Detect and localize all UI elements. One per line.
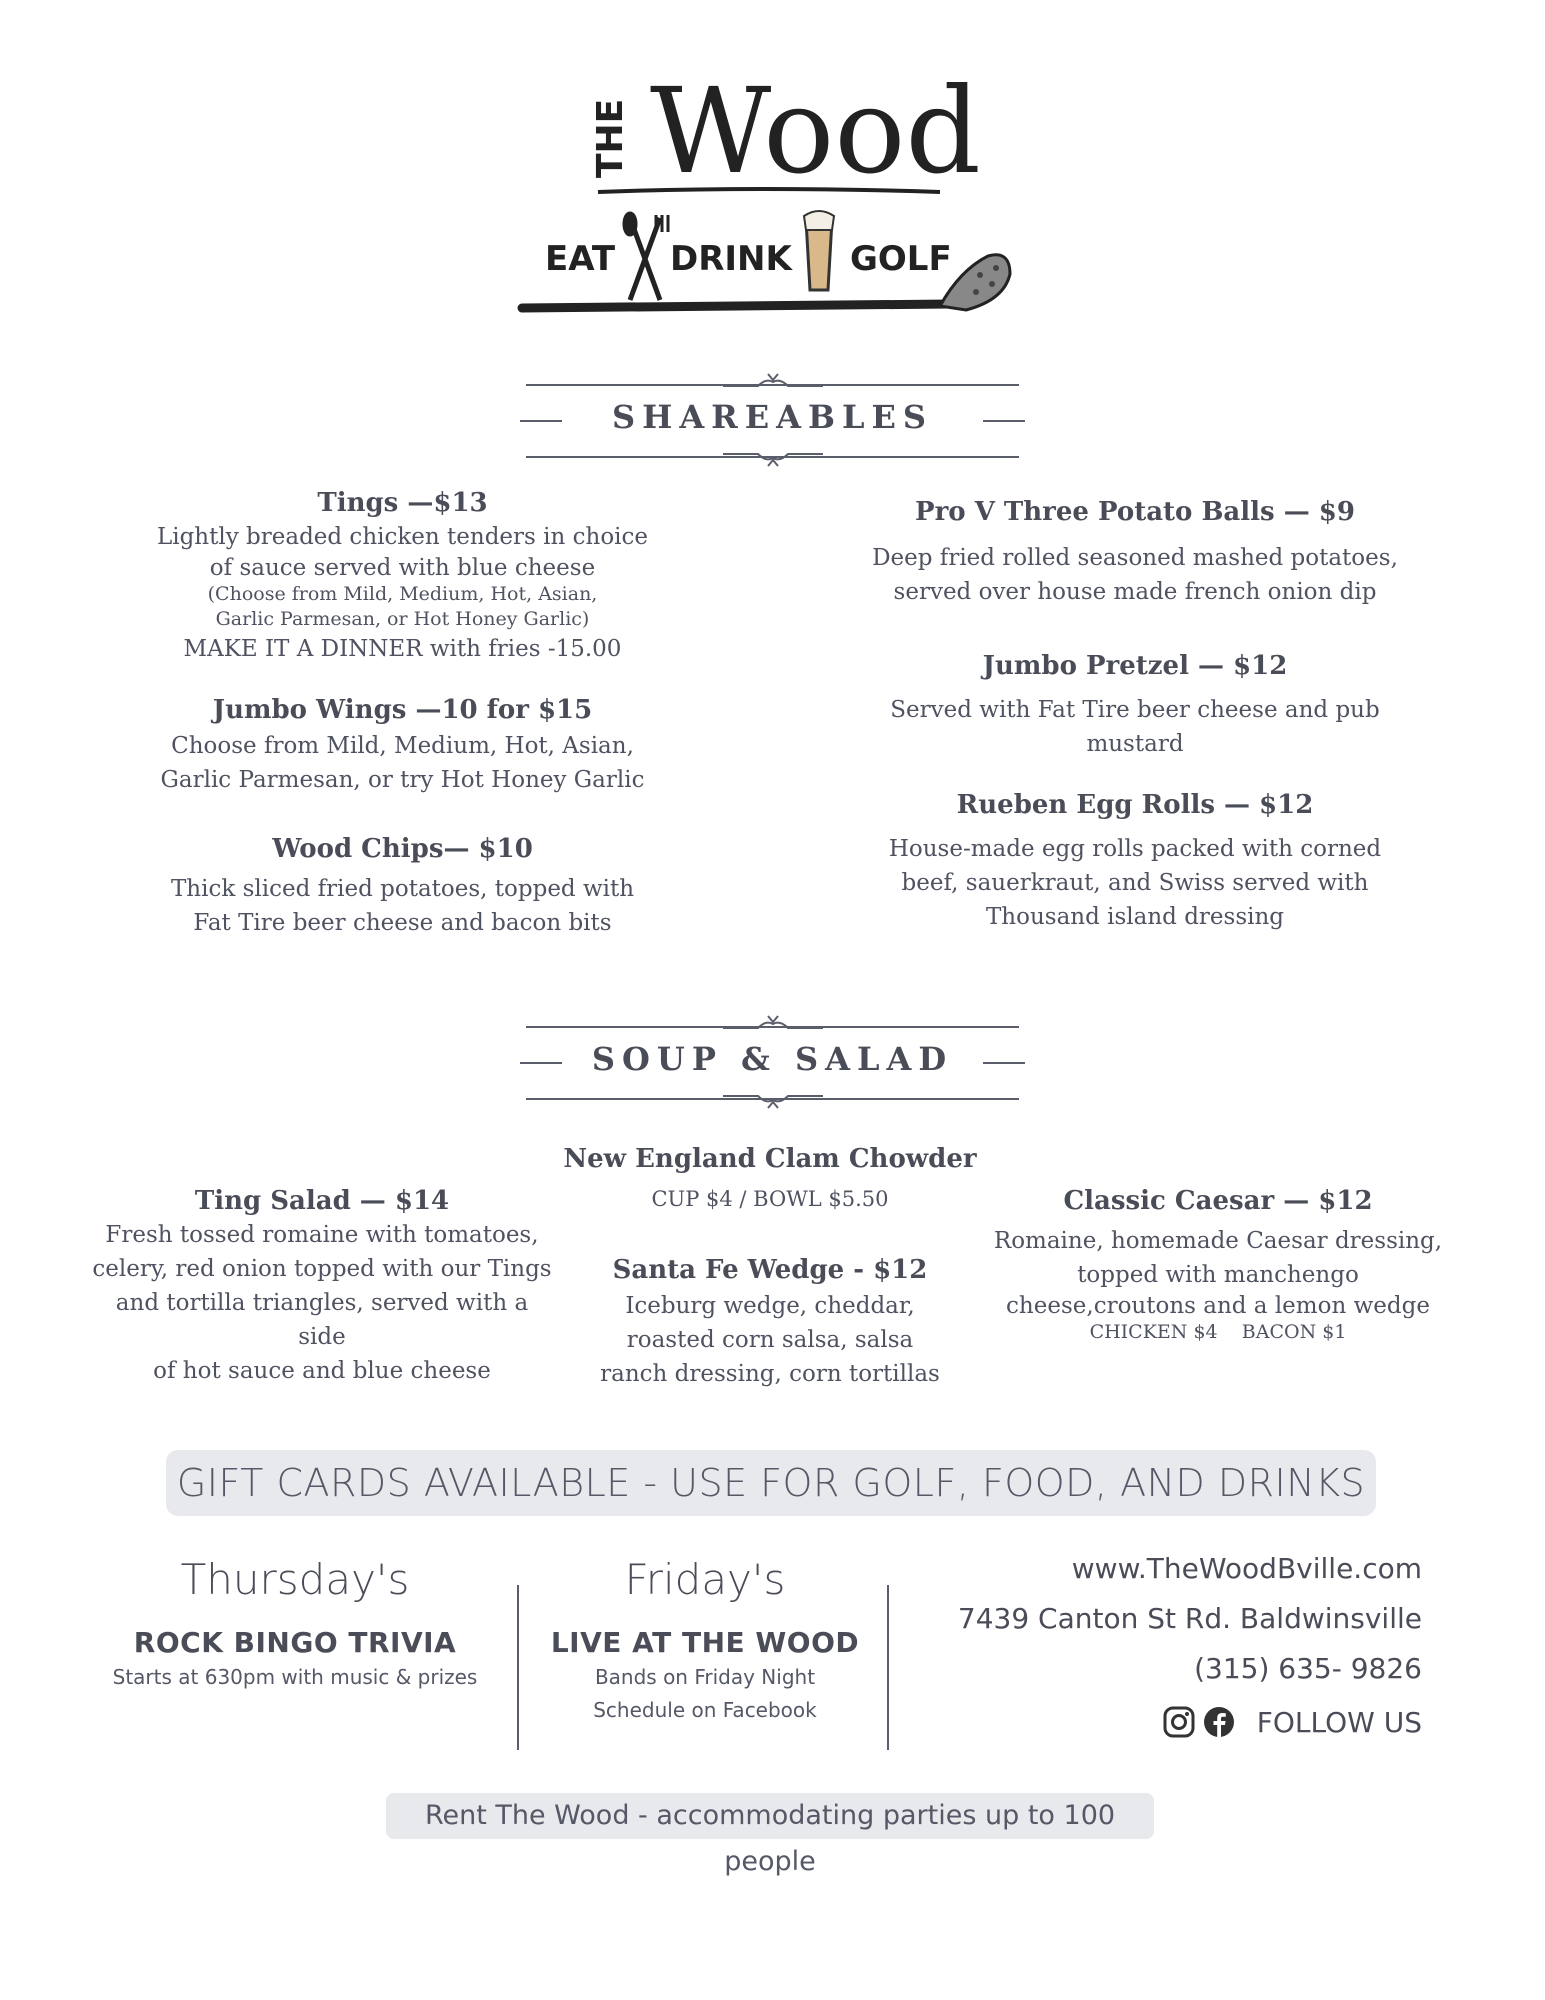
item-desc: Lightly breaded chicken tenders in choice bbox=[156, 524, 649, 550]
follow-label: FOLLOW US bbox=[1256, 1705, 1422, 1739]
menu-item-tings bbox=[140, 488, 665, 666]
header-dash bbox=[983, 1062, 1025, 1064]
item-price: CUP $4 / BOWL $5.50 bbox=[651, 1187, 889, 1211]
item-dinner: MAKE IT A DINNER with fries -15.00 bbox=[183, 636, 622, 662]
item-desc: House-made egg rolls packed with corned bbox=[888, 836, 1382, 862]
ornament-icon bbox=[718, 368, 828, 390]
item-desc: mustard bbox=[1086, 731, 1184, 757]
ornament-icon bbox=[718, 450, 828, 472]
section-title: SHAREABLES bbox=[611, 398, 934, 436]
header-rule bbox=[526, 384, 1019, 386]
event-name: LIVE AT THE WOOD bbox=[550, 1626, 860, 1659]
item-desc: Romaine, homemade Caesar dressing, bbox=[993, 1228, 1443, 1254]
event-thursday bbox=[100, 1555, 490, 1694]
event-friday bbox=[530, 1555, 880, 1727]
item-desc: celery, red onion topped with our Tings bbox=[92, 1256, 552, 1282]
item-note: Garlic Parmesan, or Hot Honey Garlic) bbox=[215, 608, 590, 630]
menu-item-wedge bbox=[555, 1255, 985, 1391]
menu-item-caesar bbox=[988, 1186, 1448, 1345]
logo-the: THE bbox=[590, 98, 631, 178]
facebook-icon[interactable] bbox=[1203, 1706, 1235, 1738]
website-link[interactable]: www.TheWoodBville.com bbox=[1071, 1552, 1422, 1585]
event-desc: Schedule on Facebook bbox=[593, 1698, 817, 1722]
contact-block bbox=[900, 1552, 1422, 1742]
item-desc: of sauce served with blue cheese bbox=[209, 555, 596, 581]
item-desc: roasted corn salsa, salsa bbox=[626, 1327, 914, 1353]
follow-us[interactable] bbox=[900, 1702, 1422, 1742]
event-day: Friday's bbox=[624, 1555, 786, 1604]
item-desc: ranch dressing, corn tortillas bbox=[600, 1361, 940, 1387]
item-desc: Served with Fat Tire beer cheese and pub bbox=[890, 697, 1380, 723]
item-desc: Choose from Mild, Medium, Hot, Asian, bbox=[171, 733, 634, 759]
menu-item-chips bbox=[140, 834, 665, 940]
ornament-icon bbox=[718, 1010, 828, 1032]
fork-knife-icon bbox=[625, 214, 668, 300]
header-dash bbox=[520, 420, 562, 422]
logo-golf: GOLF bbox=[850, 239, 952, 279]
item-desc: of hot sauce and blue cheese bbox=[153, 1358, 491, 1384]
item-desc: served over house made french onion dip bbox=[893, 579, 1377, 605]
item-desc: Garlic Parmesan, or try Hot Honey Garlic bbox=[160, 767, 645, 793]
divider bbox=[887, 1585, 889, 1750]
item-addons: CHICKEN $4 BACON $1 bbox=[1089, 1321, 1347, 1343]
beer-glass-icon bbox=[804, 211, 834, 290]
header-rule bbox=[526, 1026, 1019, 1028]
item-name: Classic Caesar — $12 bbox=[1063, 1186, 1373, 1216]
item-name: New England Clam Chowder bbox=[563, 1144, 977, 1174]
shareables-header bbox=[520, 368, 1025, 478]
item-desc: Fresh tossed romaine with tomatoes, bbox=[105, 1222, 539, 1248]
header-dash bbox=[520, 1062, 562, 1064]
menu-item-pretzel bbox=[870, 651, 1400, 761]
logo-wood: Wood bbox=[650, 62, 981, 200]
event-name: ROCK BINGO TRIVIA bbox=[133, 1626, 457, 1659]
menu-item-chowder bbox=[555, 1144, 985, 1216]
item-desc: Iceburg wedge, cheddar, bbox=[625, 1293, 915, 1319]
logo-drink: DRINK bbox=[670, 239, 792, 279]
event-desc: Starts at 630pm with music & prizes bbox=[112, 1665, 478, 1689]
item-name: Wood Chips— $10 bbox=[272, 834, 533, 864]
item-name: Jumbo Pretzel — $12 bbox=[982, 651, 1288, 681]
item-desc: Fat Tire beer cheese and bacon bits bbox=[193, 910, 612, 936]
item-desc: Thousand island dressing bbox=[985, 904, 1285, 930]
logo-graphic bbox=[510, 60, 1030, 330]
item-note: (Choose from Mild, Medium, Hot, Asian, bbox=[207, 583, 598, 605]
item-name: Pro V Three Potato Balls — $9 bbox=[915, 497, 1355, 527]
item-desc: and tortilla triangles, served with a side bbox=[115, 1290, 529, 1350]
logo-eat: EAT bbox=[545, 239, 616, 279]
divider bbox=[517, 1585, 519, 1750]
section-title: SOUP & SALAD bbox=[591, 1040, 954, 1078]
item-name: Santa Fe Wedge - $12 bbox=[612, 1255, 928, 1285]
rent-banner: Rent The Wood - accommodating parties up to 100 people bbox=[386, 1793, 1154, 1839]
header-dash bbox=[983, 420, 1025, 422]
event-day: Thursday's bbox=[180, 1555, 410, 1604]
item-name: Tings —$13 bbox=[317, 488, 488, 518]
item-desc: Thick sliced fried potatoes, topped with bbox=[170, 876, 635, 902]
item-desc: beef, sauerkraut, and Swiss served with bbox=[901, 870, 1369, 896]
menu-item-wings bbox=[140, 695, 665, 797]
logo bbox=[510, 60, 1030, 330]
item-name: Rueben Egg Rolls — $12 bbox=[956, 790, 1314, 820]
soup-salad-header bbox=[520, 1010, 1025, 1120]
menu-item-egg-rolls bbox=[870, 790, 1400, 934]
item-desc: cheese,croutons and a lemon wedge bbox=[1006, 1293, 1430, 1319]
menu-item-potato-balls bbox=[870, 497, 1400, 609]
phone[interactable]: (315) 635- 9826 bbox=[1194, 1652, 1422, 1685]
ornament-icon bbox=[718, 1092, 828, 1114]
item-name: Jumbo Wings —10 for $15 bbox=[212, 695, 593, 725]
address: 7439 Canton St Rd. Baldwinsville bbox=[957, 1602, 1422, 1635]
item-name: Ting Salad — $14 bbox=[194, 1186, 450, 1216]
item-desc: topped with manchengo bbox=[1077, 1262, 1359, 1288]
gift-cards-banner: GIFT CARDS AVAILABLE - USE FOR GOLF, FOOD, AND DRINKS bbox=[166, 1450, 1376, 1516]
event-desc: Bands on Friday Night bbox=[594, 1665, 816, 1689]
instagram-icon[interactable] bbox=[1163, 1706, 1195, 1738]
menu-item-ting-salad bbox=[92, 1186, 552, 1388]
item-desc: Deep fried rolled seasoned mashed potatoes, bbox=[872, 545, 1398, 571]
